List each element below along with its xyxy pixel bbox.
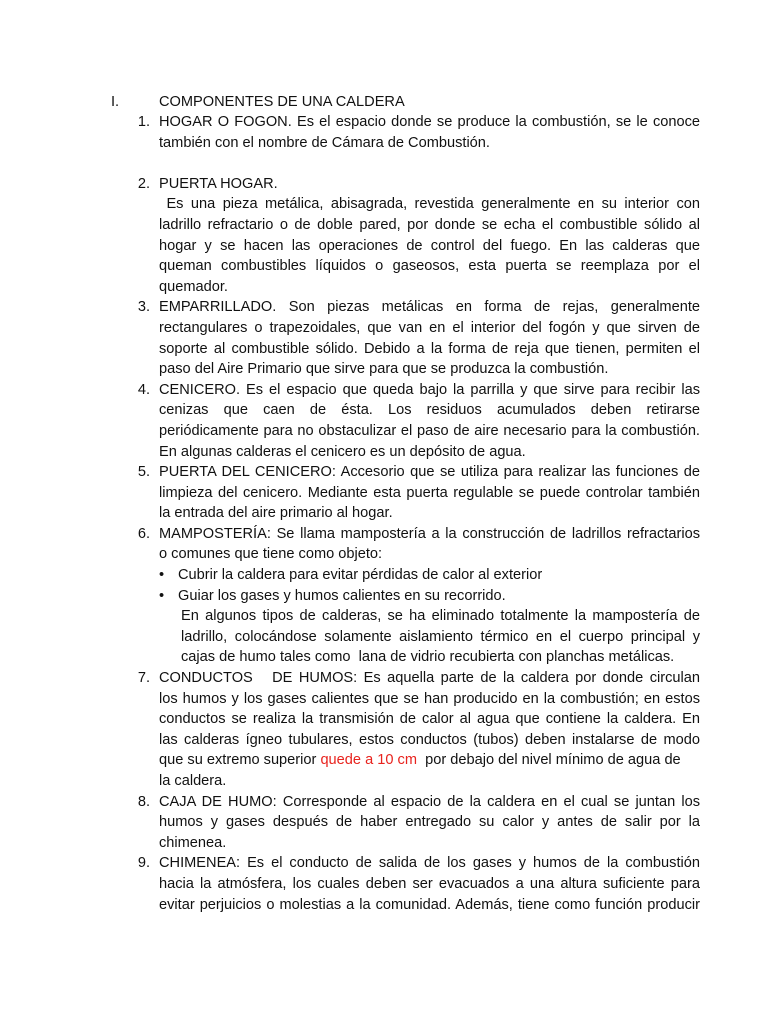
- list-item-line: CONDUCTOS DE HUMOS: Es aquella parte de la caldera por donde circulan: [159, 670, 700, 687]
- list-item-line: rectangulares o trapezoidales, que van en el interior del fogón y que sirven de: [159, 319, 700, 336]
- list-item-line: la entrada del aire primario al hogar.: [159, 505, 393, 522]
- list-item-line: los humos y los gases calientes que se han producido en la combustión; en estos: [159, 690, 700, 707]
- list-item-line: ladrillo refractario o de doble pared, por donde se echa el combustible sólido al: [159, 216, 700, 233]
- list-item-line: humos y gases después de haber entregado su calor y antes de salir por la: [159, 814, 700, 831]
- list-item-conductos-humos: [0, 668, 700, 792]
- list-item-line: En algunas calderas el cenicero es un depósito de agua.: [159, 443, 526, 460]
- list-item-line: las calderas ígneo tubulares, estos conductos (tubos) deben instalarse de modo: [159, 731, 700, 748]
- bullet-icon: •: [159, 587, 165, 604]
- bullet-text: Cubrir la caldera para evitar pérdidas de calor al exterior: [178, 567, 543, 584]
- note-line: cajas de humo tales como lana de vidrio recubierta con planchas metálicas.: [181, 649, 675, 666]
- list-item-line: HOGAR O FOGON. Es el espacio donde se produce la combustión, se le conoce: [159, 114, 700, 130]
- list-item-line: PUERTA HOGAR.: [159, 175, 278, 192]
- list-item-number: 8.: [137, 793, 150, 810]
- list-item-number: 7.: [137, 670, 150, 687]
- bullet-item: [0, 586, 700, 607]
- list-item-line: o comunes que tiene como objeto:: [159, 546, 383, 563]
- section-title: COMPONENTES DE UNA CALDERA: [159, 94, 405, 110]
- list-item-puerta-hogar: [0, 174, 700, 298]
- note-line: En algunos tipos de calderas, se ha eliminado totalmente la mampostería de: [181, 608, 700, 625]
- blank-line: [159, 153, 700, 174]
- list-item-number: 2.: [137, 175, 150, 192]
- components-list: [0, 112, 768, 915]
- list-item-cenicero: [0, 380, 700, 462]
- list-item-line: Es una pieza metálica, abisagrada, revestida generalmente en su interior con: [159, 196, 700, 213]
- bullet-icon: •: [159, 567, 165, 584]
- list-item-line: EMPARRILLADO. Son piezas metálicas en forma de rejas, generalmente: [159, 299, 700, 316]
- highlight-before: que su extremo superior: [159, 752, 321, 769]
- list-item-line: CHIMENEA: Es el conducto de salida de los gases y humos de la combustión: [159, 855, 700, 872]
- list-item-number: 6.: [137, 525, 150, 542]
- list-item-line: quemador.: [159, 278, 228, 295]
- list-item-line: periódicamente para no obstaculizar el paso de aire necesario para la combustión.: [159, 422, 700, 439]
- highlight-after: por debajo del nivel mínimo de agua de: [417, 752, 681, 769]
- list-item-line: hacia la atmósfera, los cuales deben ser evacuados a una altura suficiente para: [159, 875, 700, 892]
- list-item-caja-humo: [0, 792, 700, 854]
- list-item-puerta-cenicero: [0, 462, 700, 524]
- list-item-number: 9.: [137, 855, 150, 872]
- list-item-line: PUERTA DEL CENICERO: Accesorio que se utiliza para realizar las funciones de: [159, 464, 700, 481]
- list-item-line: limpieza del cenicero. Mediante esta puerta regulable se puede controlar también: [159, 484, 700, 501]
- list-item-line: MAMPOSTERÍA: Se llama mampostería a la construcción de ladrillos refractarios: [159, 525, 700, 542]
- highlight-red-text: quede a 10 cm: [320, 752, 417, 769]
- bullet-text: Guiar los gases y humos calientes en su recorrido.: [178, 587, 506, 604]
- bullet-item: [0, 565, 700, 586]
- list-item-line: evitar perjuicios o molestias a la comunidad. Además, tiene como función producir: [159, 896, 700, 913]
- list-item-number: 4.: [137, 381, 150, 398]
- list-item-line: queman combustibles líquidos o gaseosos, esta puerta se reemplaza por el: [159, 258, 700, 275]
- section-roman-numeral: I.: [111, 94, 120, 110]
- list-item-line-highlight: [159, 750, 700, 771]
- list-item-mamposteria: [0, 524, 700, 565]
- list-item-line: hogar y se hacen las operaciones de control del fuego. En las calderas que: [159, 237, 700, 254]
- list-item-line: conductos se realiza la transmisión de calor al agua que contiene la caldera. En: [159, 711, 700, 728]
- list-item-number: 5.: [137, 464, 150, 481]
- list-item-emparrillado: [0, 297, 700, 379]
- list-item-hogar: [0, 112, 700, 174]
- list-item-chimenea: [0, 853, 700, 915]
- list-item-number: 3.: [137, 299, 150, 316]
- mamposteria-note: [0, 606, 700, 668]
- section-heading: [111, 92, 405, 113]
- list-item-line: CENICERO. Es el espacio que queda bajo la parrilla y que sirve para recibir las: [159, 381, 700, 398]
- list-item-line: paso del Aire Primario que sirve para que se produzca la combustión.: [159, 361, 609, 378]
- note-line: ladrillo, colocándose solamente aislamiento térmico en el cuerpo principal y: [181, 628, 700, 645]
- list-item-line: la caldera.: [159, 773, 227, 789]
- list-item-line: cenizas que caen de ésta. Los residuos acumulados deben retirarse: [159, 402, 700, 419]
- list-item-line: soporte al combustible sólido. Debido a la forma de reja que tienen, permiten el: [159, 340, 700, 357]
- list-item-line: también con el nombre de Cámara de Combustión.: [159, 134, 490, 151]
- list-item-line: chimenea.: [159, 834, 227, 851]
- list-item-number: 1.: [137, 114, 150, 130]
- list-item-line: CAJA DE HUMO: Corresponde al espacio de la caldera en el cual se juntan los: [159, 793, 700, 810]
